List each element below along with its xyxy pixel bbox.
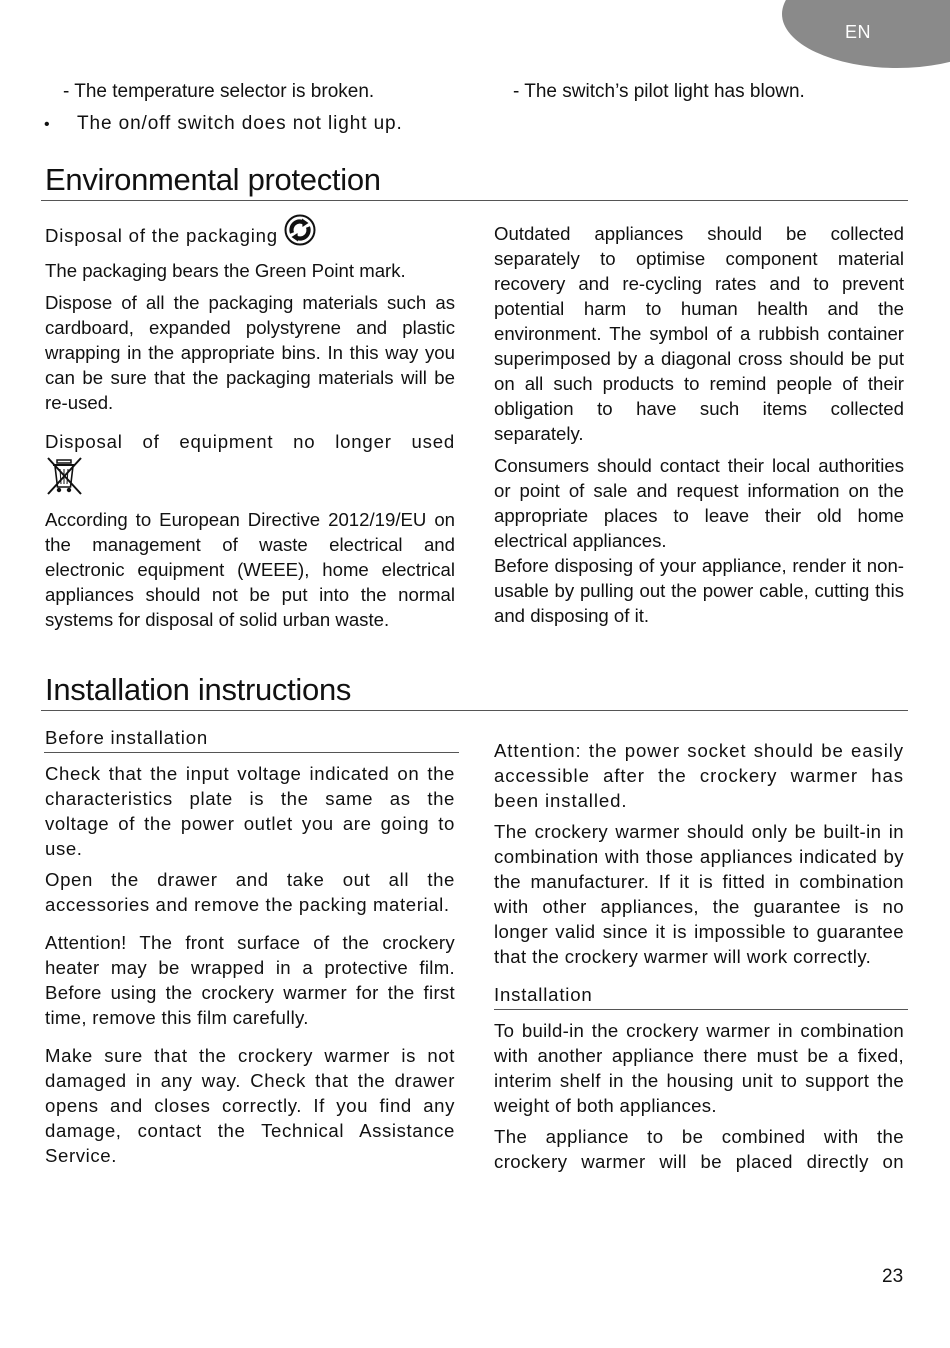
page-number: 23 <box>882 1266 904 1287</box>
subheading-underline <box>494 1009 908 1010</box>
installation-right-column <box>494 738 904 1174</box>
crossed-bin-icon <box>45 456 455 501</box>
environmental-protection-title: Environmental protection <box>45 162 381 197</box>
environment-right-column <box>494 221 904 628</box>
equipment-heading-text: Disposal of equipment no longer used <box>45 431 455 452</box>
green-point-icon <box>284 214 316 252</box>
input-voltage-paragraph: Check that the input voltage indicated on the characteristics plate is the same as the voltage of the power outlet you are going to use. <box>45 763 455 859</box>
weee-directive-paragraph: According to European Directive 2012/19/EU on the management of waste electrical and electronic equipment (WEEE), home electrical appliances should not be put into the normal systems for disposal of solid urban waste. <box>45 509 455 630</box>
language-label: EN <box>845 22 872 42</box>
open-drawer-paragraph: Open the drawer and take out all the accessories and remove the packing material. <box>45 869 455 915</box>
power-socket-paragraph: Attention: the power socket should be easily accessible after the crockery warmer has been installed. <box>494 740 904 811</box>
equipment-heading <box>45 429 455 454</box>
environment-left-column <box>45 214 455 632</box>
section-divider <box>41 200 908 201</box>
section-divider <box>41 710 908 711</box>
installation-left-column <box>45 725 455 1168</box>
consumers-contact-paragraph: Consumers should contact their local authorities or point of sale and request information on the appropriate places to leave their old home electrical appliances. <box>494 455 904 551</box>
subheading-underline <box>44 752 459 753</box>
before-installation-heading: Before installation <box>45 727 209 748</box>
packaging-paragraph-green-point: The packaging bears the Green Point mark. <box>45 260 406 281</box>
fault-item-switch: The on/off switch does not light up. <box>77 113 403 134</box>
installation-heading: Installation <box>494 984 593 1005</box>
build-in-shelf-paragraph: To build-in the crockery warmer in combination with another appliance there must be a fixed, interim shelf in the housing unit to support the weight of both appliances. <box>494 1020 904 1116</box>
installation-instructions-title: Installation instructions <box>45 672 352 707</box>
fault-item-pilot-light: - The switch’s pilot light has blown. <box>513 81 805 102</box>
appliance-combined-paragraph: The appliance to be combined with the crockery warmer will be placed directly on <box>494 1126 904 1172</box>
packaging-heading <box>45 214 455 252</box>
check-damage-paragraph: Make sure that the crockery warmer is not damaged in any way. Check that the drawer opens and closes correctly. If you find any damage, contact the Technical Assistance Service. <box>45 1045 455 1166</box>
outdated-appliances-paragraph: Outdated appliances should be collected separately to optimise component material recovery and re-cycling rates and to prevent potential harm to human health and the environment. The symbol of a rubbish container superimposed by a diagonal cross should be put on all such products to remind people of their obligation to have such items collected separately. <box>494 223 904 444</box>
packaging-heading-text: Disposal of the packaging <box>45 225 278 246</box>
built-in-combination-paragraph: The crockery warmer should only be built-in in combination with those appliances indicated by the manufacturer. If it is fitted in combination with other appliances, the guarantee is no longer valid since it is impossible to guarantee that the crockery warmer will work correctly. <box>494 821 904 967</box>
render-non-usable-paragraph: Before disposing of your appliance, render it non-usable by pulling out the power cable, cutting this and disposing of it. <box>494 555 904 626</box>
protective-film-paragraph: Attention! The front surface of the crockery heater may be wrapped in a protective film. Before using the crockery warmer for the first time, remove this film carefully. <box>45 932 455 1028</box>
packaging-paragraph-disposal: Dispose of all the packaging materials such as cardboard, expanded polystyrene and plastic wrapping in the appropriate bins. In this way you can be sure that the packaging materials will be re-used. <box>45 292 455 413</box>
fault-item-temperature: - The temperature selector is broken. <box>63 81 375 102</box>
bullet-icon: • <box>44 116 50 133</box>
